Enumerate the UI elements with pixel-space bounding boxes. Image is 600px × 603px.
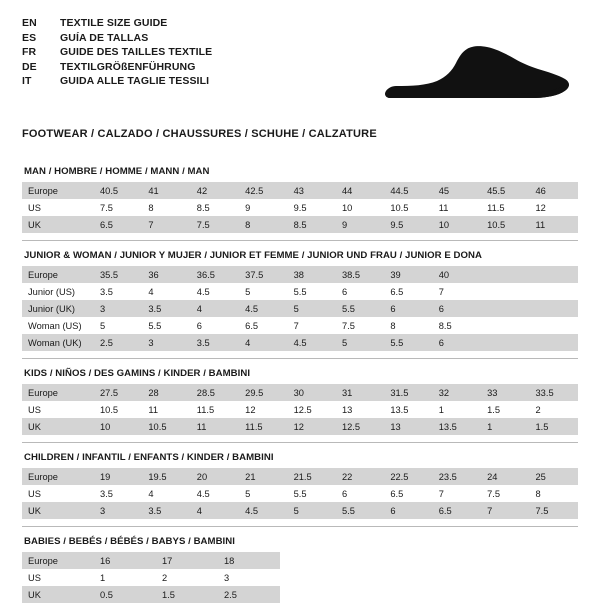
cell: 6.5 [390, 286, 404, 297]
cell: 9 [336, 216, 384, 233]
table-row [22, 552, 280, 569]
row-label: Europe [22, 552, 94, 569]
cell: 3 [94, 300, 142, 317]
cell: 8 [390, 320, 396, 331]
cell: 4 [191, 502, 239, 519]
cell [530, 283, 578, 300]
cell: 21.5 [288, 468, 336, 485]
table-row [22, 182, 578, 199]
size-group-junior-woman [22, 250, 578, 359]
language-title: TEXTILGRÖßENFÜHRUNG [60, 60, 196, 73]
cell: 45 [433, 182, 481, 199]
cell: 46 [530, 182, 578, 199]
cell: 5.5 [148, 320, 162, 331]
cell: 10 [341, 202, 353, 213]
table-row [22, 502, 578, 519]
cell: 4.5 [196, 286, 210, 297]
cell: 1 [438, 404, 444, 415]
row-label: Europe [22, 384, 94, 401]
cell: 5 [336, 334, 384, 351]
row-label: Woman (US) [28, 320, 82, 331]
cell: 4 [148, 286, 154, 297]
cell: 12 [535, 202, 546, 213]
row-label: UK [22, 586, 94, 603]
language-row [22, 60, 212, 75]
cell: 4 [191, 300, 239, 317]
cell: 5.5 [293, 488, 307, 499]
cell: 8.5 [196, 202, 210, 213]
cell: 33 [481, 384, 529, 401]
cell: 2.5 [218, 586, 280, 603]
table-row [22, 266, 578, 283]
dress-shoe-icon [382, 42, 572, 104]
cell: 3.5 [100, 488, 113, 499]
cell: 40.5 [94, 182, 142, 199]
cell: 7 [481, 502, 529, 519]
language-code: FR [22, 46, 37, 58]
size-group-babies [22, 536, 578, 603]
cell [481, 317, 529, 334]
cell: 40 [433, 266, 481, 283]
cell: 13.5 [390, 404, 409, 415]
row-label: Woman (UK) [22, 334, 94, 351]
cell: 5 [100, 320, 106, 331]
cell: 3.5 [191, 334, 239, 351]
cell: 6 [433, 300, 481, 317]
cell: 11.5 [196, 404, 215, 415]
cell: 37.5 [239, 266, 287, 283]
cell: 1.5 [530, 418, 578, 435]
cell: 7.5 [530, 502, 578, 519]
cell: 7.5 [191, 216, 239, 233]
size-table [22, 182, 578, 233]
cell: 5 [288, 300, 336, 317]
row-label: UK [22, 418, 94, 435]
cell: 41 [142, 182, 190, 199]
cell: 21 [239, 468, 287, 485]
cell: 11 [191, 418, 239, 435]
cell: 44.5 [384, 182, 432, 199]
cell: 8 [148, 202, 154, 213]
cell: 2.5 [94, 334, 142, 351]
cell: 27.5 [94, 384, 142, 401]
cell: 29.5 [239, 384, 287, 401]
table-row [22, 283, 578, 300]
cell: 25 [530, 468, 578, 485]
cell: 24 [481, 468, 529, 485]
size-table [22, 384, 578, 435]
language-code: IT [22, 75, 32, 87]
cell: 6 [341, 286, 348, 297]
cell: 1.5 [156, 586, 218, 603]
cell [530, 300, 578, 317]
divider [22, 526, 578, 527]
table-row [22, 199, 578, 216]
language-row [22, 74, 212, 89]
cell: 43 [288, 182, 336, 199]
group-title: MAN / HOMBRE / HOMME / MANN / MAN [24, 166, 210, 177]
cell: 5.5 [384, 334, 432, 351]
cell: 10.5 [390, 202, 409, 213]
cell [530, 317, 578, 334]
cell: 10.5 [142, 418, 190, 435]
cell: 0.5 [94, 586, 156, 603]
divider [22, 442, 578, 443]
group-title: JUNIOR & WOMAN / JUNIOR Y MUJER / JUNIOR ET FEMME / JUNIOR UND FRAU / JUNIOR E DONA [24, 250, 482, 261]
cell: 42 [191, 182, 239, 199]
cell [530, 334, 578, 351]
cell: 36 [142, 266, 190, 283]
cell: 8 [535, 488, 541, 499]
cell: 4.5 [196, 488, 210, 499]
table-row [22, 384, 578, 401]
cell [530, 266, 578, 283]
row-label: Europe [22, 266, 94, 283]
cell [481, 266, 529, 283]
cell: 4 [239, 334, 287, 351]
size-group-children [22, 452, 578, 527]
cell: 13 [384, 418, 432, 435]
group-title: KIDS / NIÑOS / DES GAMINS / KINDER / BAMBINI [24, 368, 251, 379]
row-label: Junior (US) [28, 286, 76, 297]
cell: 4.5 [239, 300, 287, 317]
cell: 3.5 [100, 286, 113, 297]
cell: 39 [384, 266, 432, 283]
cell: 1.5 [487, 404, 501, 415]
cell: 45.5 [481, 182, 529, 199]
cell: 10.5 [481, 216, 529, 233]
cell: 2 [535, 404, 541, 415]
cell: 12 [288, 418, 336, 435]
cell: 6 [341, 488, 348, 499]
cell: 8 [239, 216, 287, 233]
size-table [22, 468, 578, 519]
cell: 12.5 [293, 404, 312, 415]
table-row [22, 569, 280, 586]
cell: 36.5 [191, 266, 239, 283]
language-row [22, 45, 212, 60]
cell: 9.5 [384, 216, 432, 233]
language-code: EN [22, 17, 37, 29]
cell: 32 [433, 384, 481, 401]
row-label: US [28, 488, 41, 499]
cell: 5 [245, 488, 251, 499]
cell: 5.5 [336, 300, 384, 317]
cell: 42.5 [239, 182, 287, 199]
cell: 6 [384, 502, 432, 519]
cell: 5 [245, 286, 251, 297]
cell: 10 [94, 418, 142, 435]
cell: 8.5 [288, 216, 336, 233]
table-row [22, 586, 280, 603]
cell: 23.5 [433, 468, 481, 485]
cell [481, 300, 529, 317]
cell: 12.5 [336, 418, 384, 435]
language-title: GUIDA ALLE TAGLIE TESSILI [60, 75, 210, 87]
cell: 33.5 [530, 384, 578, 401]
cell: 7 [293, 320, 299, 331]
cell: 44 [336, 182, 384, 199]
cell: 17 [156, 552, 218, 569]
table-row [22, 334, 578, 351]
cell: 6.5 [433, 502, 481, 519]
language-title: GUÍA DE TALLAS [60, 31, 149, 44]
cell: 11.5 [239, 418, 287, 435]
row-label: Junior (UK) [22, 300, 94, 317]
cell: 11 [530, 216, 578, 233]
cell: 8.5 [438, 320, 452, 331]
cell: 3.5 [142, 300, 190, 317]
row-label: Europe [22, 468, 94, 485]
cell: 31.5 [384, 384, 432, 401]
cell: 7.5 [487, 488, 501, 499]
row-label: UK [22, 502, 94, 519]
table-row [22, 418, 578, 435]
cell: 19 [94, 468, 142, 485]
cell: 5.5 [293, 286, 307, 297]
cell [481, 283, 529, 300]
cell: 6.5 [94, 216, 142, 233]
cell: 10.5 [100, 404, 119, 415]
size-table [22, 266, 578, 351]
page-title: FOOTWEAR / CALZADO / CHAUSSURES / SCHUHE / CALZATURE [22, 128, 377, 140]
group-title: CHILDREN / INFANTIL / ENFANTS / KINDER / BAMBINI [24, 452, 274, 463]
cell: 7.5 [341, 320, 355, 331]
cell: 4.5 [288, 334, 336, 351]
language-title-list [22, 16, 212, 89]
table-row [22, 485, 578, 502]
row-label: US [28, 202, 41, 213]
table-row [22, 317, 578, 334]
cell: 2 [162, 572, 168, 583]
cell: 20 [191, 468, 239, 485]
cell: 22 [336, 468, 384, 485]
size-group-kids [22, 368, 578, 443]
cell: 11 [148, 404, 159, 415]
cell: 7 [142, 216, 190, 233]
cell: 6.5 [390, 488, 404, 499]
row-label: US [28, 404, 41, 415]
cell: 7 [438, 488, 444, 499]
table-row [22, 300, 578, 317]
language-code: DE [22, 60, 37, 73]
cell: 11 [438, 202, 449, 213]
cell: 9.5 [293, 202, 307, 213]
row-label: UK [22, 216, 94, 233]
cell: 28 [142, 384, 190, 401]
size-table [22, 552, 280, 603]
cell: 6 [433, 334, 481, 351]
cell: 30 [288, 384, 336, 401]
cell: 3.5 [142, 502, 190, 519]
cell: 1 [100, 572, 106, 583]
cell: 3 [94, 502, 142, 519]
cell: 7.5 [100, 202, 113, 213]
cell: 31 [336, 384, 384, 401]
divider [22, 358, 578, 359]
cell: 18 [218, 552, 280, 569]
cell: 4.5 [239, 502, 287, 519]
cell: 3 [224, 572, 230, 583]
table-row [22, 401, 578, 418]
language-row [22, 16, 212, 31]
cell [481, 334, 529, 351]
cell: 22.5 [384, 468, 432, 485]
row-label: Europe [22, 182, 94, 199]
cell: 28.5 [191, 384, 239, 401]
cell: 7 [438, 286, 444, 297]
language-title: GUIDE DES TAILLES TEXTILE [60, 46, 213, 58]
cell: 4 [148, 488, 154, 499]
cell: 11.5 [487, 202, 505, 213]
table-row [22, 468, 578, 485]
table-row [22, 216, 578, 233]
cell: 10 [433, 216, 481, 233]
size-group-man [22, 166, 578, 241]
row-label: US [28, 572, 41, 583]
cell: 6 [384, 300, 432, 317]
cell: 16 [94, 552, 156, 569]
cell: 9 [245, 202, 251, 213]
language-title: TEXTILE SIZE GUIDE [60, 17, 168, 29]
header [22, 16, 578, 108]
group-title: BABIES / BEBÉS / BÉBÉS / BABYS / BAMBINI [24, 536, 235, 547]
cell: 13.5 [433, 418, 481, 435]
language-code: ES [22, 31, 37, 44]
cell: 3 [142, 334, 190, 351]
cell: 1 [481, 418, 529, 435]
cell: 35.5 [94, 266, 142, 283]
cell: 13 [341, 404, 353, 415]
divider [22, 240, 578, 241]
cell: 19.5 [142, 468, 190, 485]
language-row [22, 31, 212, 46]
cell: 5.5 [336, 502, 384, 519]
cell: 38.5 [336, 266, 384, 283]
cell: 38 [288, 266, 336, 283]
cell: 6.5 [245, 320, 259, 331]
cell: 12 [245, 404, 256, 415]
cell: 6 [196, 320, 202, 331]
cell: 5 [288, 502, 336, 519]
